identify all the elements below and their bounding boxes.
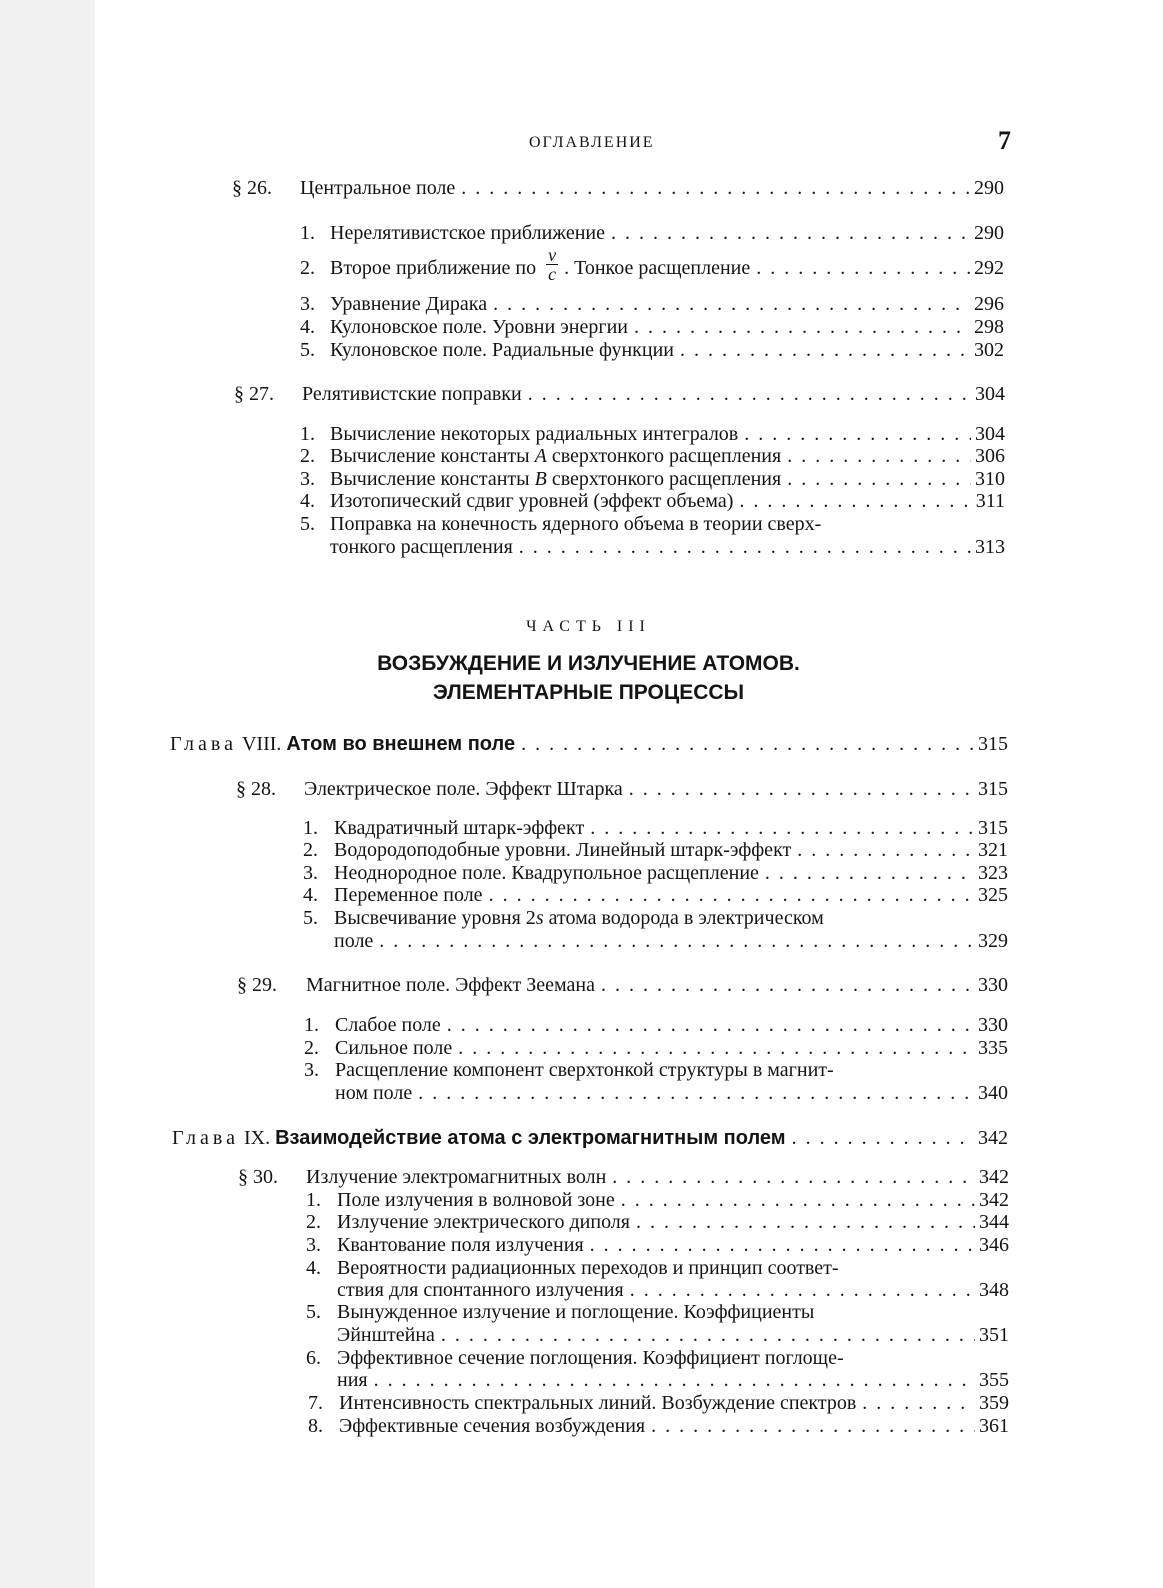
chapter-heading (170, 732, 515, 756)
dot-leader (441, 1323, 975, 1347)
dot-leader (590, 816, 974, 840)
item-title-part: Вычисление константы (330, 445, 530, 467)
page-ref: 302 (974, 339, 1004, 361)
toc-item[interactable] (0, 1414, 1163, 1438)
chapter-word: Глава (172, 1127, 239, 1149)
chapter-word: Глава (170, 733, 237, 755)
toc-item[interactable] (0, 1256, 1163, 1280)
toc-item[interactable] (0, 1058, 1163, 1082)
dot-leader (862, 1391, 975, 1415)
dot-leader (489, 883, 974, 907)
page-ref: 330 (978, 1014, 1008, 1036)
running-head (0, 126, 1163, 162)
page-number: 7 (998, 126, 1011, 155)
item-number: 2. (300, 257, 315, 279)
page-ref: 342 (979, 1166, 1009, 1188)
item-title: Водородоподобные уровни. Линейный штарк-эффект (334, 839, 792, 861)
page-ref: 325 (978, 884, 1008, 906)
item-number: 7. (308, 1392, 323, 1414)
page-ref: 348 (979, 1279, 1009, 1301)
toc-item[interactable] (0, 1346, 1163, 1370)
item-title: ствия для спонтанного излучения (337, 1279, 624, 1301)
toc-item[interactable] (0, 292, 1163, 316)
page-ref: 361 (979, 1415, 1009, 1437)
page-ref: 290 (974, 222, 1004, 244)
item-number: 2. (303, 839, 318, 861)
dot-leader (519, 535, 971, 559)
section-title: Центральное поле (300, 177, 456, 199)
item-title: ния (337, 1369, 368, 1391)
part-label: ЧАСТЬ III (526, 618, 651, 635)
item-title: Неоднородное поле. Квадрупольное расщепление (334, 862, 759, 884)
item-title: Квадратичный штарк-эффект (334, 817, 585, 839)
page-ref: 344 (979, 1211, 1009, 1233)
dot-leader (590, 1233, 975, 1257)
toc-item[interactable] (0, 1013, 1163, 1037)
dot-leader (493, 292, 970, 316)
item-title: Вычисление некоторых радиальных интегралов (330, 423, 739, 445)
item-number: 8. (308, 1415, 323, 1437)
toc-item[interactable] (0, 1300, 1163, 1324)
item-title (330, 245, 751, 284)
item-title: Переменное поле (334, 884, 483, 906)
item-title: Вероятности радиационных переходов и принцип соответ- (337, 1257, 839, 1279)
page-ref: 355 (979, 1369, 1009, 1391)
toc-item[interactable] (0, 315, 1163, 339)
item-title: Квантование поля излучения (337, 1234, 584, 1256)
page-ref: 359 (979, 1392, 1009, 1414)
dot-leader (787, 444, 971, 468)
dot-leader (601, 973, 974, 997)
item-title: Сильное поле (335, 1037, 453, 1059)
page-ref: 351 (979, 1324, 1009, 1346)
section-title: Излучение электромагнитных волн (306, 1166, 607, 1188)
item-title: Кулоновское поле. Уровни энергии (330, 316, 628, 338)
page-ref: 304 (975, 423, 1005, 445)
toc-chapter-8[interactable] (0, 732, 1163, 756)
item-number: 1. (306, 1189, 321, 1211)
section-title: Магнитное поле. Эффект Зеемана (306, 974, 595, 996)
page-ref: 296 (974, 293, 1004, 315)
italic-variable: B (534, 468, 547, 490)
item-number: 1. (300, 423, 315, 445)
item-number: 4. (303, 884, 318, 906)
chapter-title: Взаимодействие атома с электромагнитным полем (275, 1127, 786, 1149)
toc-section-29[interactable] (0, 973, 1163, 997)
chapter-number: VIII. (241, 733, 282, 755)
fraction-denominator: c (548, 264, 557, 284)
dot-leader (621, 1188, 975, 1212)
toc-section-28[interactable] (0, 777, 1163, 801)
item-number: 5. (306, 1301, 321, 1323)
toc-section-27[interactable] (0, 382, 1163, 406)
page-ref: 315 (978, 778, 1008, 800)
italic-variable: s (535, 907, 544, 929)
page-ref: 315 (978, 733, 1008, 755)
item-title: Слабое поле (335, 1014, 441, 1036)
item-title: ном поле (335, 1082, 413, 1104)
toc-chapter-9[interactable] (0, 1126, 1163, 1150)
dot-leader (739, 489, 971, 513)
item-number: 2. (300, 445, 315, 467)
dot-leader (756, 256, 970, 280)
dot-leader (612, 1165, 975, 1189)
item-number: 3. (303, 862, 318, 884)
item-number: 1. (300, 222, 315, 244)
toc-item[interactable] (0, 422, 1163, 446)
page-ref: 298 (974, 316, 1004, 338)
page-ref: 304 (975, 383, 1005, 405)
toc-section-30[interactable] (0, 1165, 1163, 1189)
dot-leader (792, 1126, 974, 1150)
section-title: Релятивистские поправки (302, 383, 522, 405)
toc-item[interactable] (0, 512, 1163, 536)
dot-leader (629, 777, 974, 801)
chapter-title: Атом во внешнем поле (286, 733, 516, 755)
page-ref: 340 (978, 1082, 1008, 1104)
page-ref: 342 (978, 1127, 1008, 1149)
item-title-part: Вычисление константы (330, 468, 530, 490)
item-number: 5. (303, 907, 318, 929)
italic-variable: A (534, 445, 547, 467)
toc-item[interactable] (0, 1210, 1163, 1234)
item-number: 3. (306, 1234, 321, 1256)
item-number: 3. (300, 293, 315, 315)
item-number: 3. (304, 1059, 319, 1081)
dot-leader (765, 861, 974, 885)
item-title: Эйнштейна (337, 1324, 435, 1346)
toc-item-continuation[interactable] (0, 929, 1163, 953)
section-mark: § 30. (238, 1166, 278, 1188)
dot-leader (680, 338, 970, 362)
toc-item[interactable] (0, 1188, 1163, 1212)
toc-item[interactable] (0, 1233, 1163, 1257)
dot-leader (447, 1013, 974, 1037)
dot-leader (636, 1210, 975, 1234)
dot-leader (787, 467, 971, 491)
item-title (330, 444, 781, 468)
dot-leader (797, 838, 974, 862)
part-title-line: ЭЛЕМЕНТАРНЫЕ ПРОЦЕССЫ (432, 681, 745, 704)
dot-leader (418, 1081, 974, 1105)
chapter-number: IX. (243, 1127, 271, 1149)
item-title-part: сверхтонкого расщепления (551, 468, 782, 490)
section-title: Электрическое поле. Эффект Штарка (304, 778, 623, 800)
section-mark: § 29. (237, 974, 277, 996)
toc-item[interactable] (0, 489, 1163, 513)
toc-section-26[interactable] (0, 176, 1163, 200)
fraction-v-over-c (546, 246, 558, 283)
page-ref: 306 (975, 445, 1005, 467)
item-title: Кулоновское поле. Радиальные функции (330, 339, 675, 361)
item-number: 6. (306, 1347, 321, 1369)
item-number: 4. (300, 316, 315, 338)
dot-leader (651, 1414, 975, 1438)
toc-item[interactable] (0, 221, 1163, 245)
page-ref: 329 (978, 930, 1008, 952)
part-title-line: ВОЗБУЖДЕНИЕ И ИЗЛУЧЕНИЕ АТОМОВ. (377, 652, 800, 675)
toc-item[interactable] (0, 245, 1163, 284)
dot-leader (521, 732, 974, 756)
item-title-part: Второе приближение по (330, 257, 537, 280)
toc-item[interactable] (0, 883, 1163, 907)
item-title: Нерелятивистское приближение (330, 222, 606, 244)
dot-leader (528, 382, 971, 406)
dot-leader (379, 929, 974, 953)
toc-item-continuation[interactable] (0, 1323, 1163, 1347)
page-ref: 335 (978, 1037, 1008, 1059)
dot-leader (374, 1368, 975, 1392)
toc-item[interactable] (0, 861, 1163, 885)
item-number: 5. (300, 513, 315, 535)
toc-item-continuation[interactable] (0, 1368, 1163, 1392)
item-title: Уравнение Дирака (330, 293, 488, 315)
item-number: 2. (304, 1037, 319, 1059)
item-title: Поправка на конечность ядерного объема в теории сверх- (330, 513, 822, 535)
page-ref: 321 (978, 839, 1008, 861)
toc-item[interactable] (0, 906, 1163, 930)
dot-leader (458, 1036, 974, 1060)
item-title (334, 906, 824, 930)
page-ref: 310 (975, 468, 1005, 490)
page-ref: 292 (974, 257, 1004, 280)
dot-leader (611, 221, 970, 245)
item-number: 1. (303, 817, 318, 839)
chapter-heading (172, 1126, 786, 1150)
item-number: 2. (306, 1211, 321, 1233)
toc-item-continuation[interactable] (0, 1081, 1163, 1105)
item-title: Эффективное сечение поглощения. Коэффициент поглоще- (337, 1347, 844, 1369)
item-number: 3. (300, 468, 315, 490)
item-title: Излучение электрического диполя (337, 1211, 630, 1233)
section-mark: § 26. (232, 177, 272, 199)
item-title: Поле излучения в волновой зоне (337, 1189, 615, 1211)
section-mark: § 27. (234, 383, 274, 405)
item-number: 5. (300, 339, 315, 361)
toc-item[interactable] (0, 444, 1163, 468)
item-title: поле (334, 930, 374, 952)
toc-item[interactable] (0, 816, 1163, 840)
toc-item-continuation[interactable] (0, 535, 1163, 559)
fraction-numerator: v (548, 245, 557, 265)
item-title: Интенсивность спектральных линий. Возбуждение спектров (339, 1392, 857, 1414)
toc-item[interactable] (0, 467, 1163, 491)
page-ref: 323 (978, 862, 1008, 884)
page-ref: 311 (975, 490, 1005, 512)
item-title: Вынужденное излучение и поглощение. Коэффициенты (337, 1301, 815, 1323)
page-ref: 290 (974, 177, 1004, 199)
page-ref: 313 (975, 536, 1005, 558)
item-number: 1. (304, 1014, 319, 1036)
item-title: Эффективные сечения возбуждения (339, 1415, 646, 1437)
item-number: 4. (300, 490, 315, 512)
dot-leader (634, 315, 970, 339)
toc-item[interactable] (0, 338, 1163, 362)
page-ref: 315 (978, 817, 1008, 839)
toc-item[interactable] (0, 1391, 1163, 1415)
item-title: Расщепление компонент сверхтонкой структуры в магнит- (335, 1059, 834, 1081)
item-title-part: . Тонкое расщепление (564, 257, 751, 280)
dot-leader (744, 422, 971, 446)
item-title: тонкого расщепления (330, 536, 513, 558)
item-number: 4. (306, 1257, 321, 1279)
item-title (330, 467, 781, 491)
section-mark: § 28. (236, 778, 276, 800)
toc-item[interactable] (0, 1036, 1163, 1060)
page-ref: 330 (978, 974, 1008, 996)
running-head-title: ОГЛАВЛЕНИЕ (529, 134, 655, 151)
page-ref: 346 (979, 1234, 1009, 1256)
item-title-part: сверхтонкого расщепления (551, 445, 782, 467)
toc-item-continuation[interactable] (0, 1278, 1163, 1302)
item-title-part: атома водорода в электрическом (543, 907, 824, 929)
page-ref: 342 (979, 1189, 1009, 1211)
item-title: Изотопический сдвиг уровней (эффект объема) (330, 490, 734, 512)
dot-leader (630, 1278, 975, 1302)
toc-item[interactable] (0, 838, 1163, 862)
dot-leader (461, 176, 970, 200)
item-title-part: Высвечивание уровня 2 (334, 907, 536, 929)
